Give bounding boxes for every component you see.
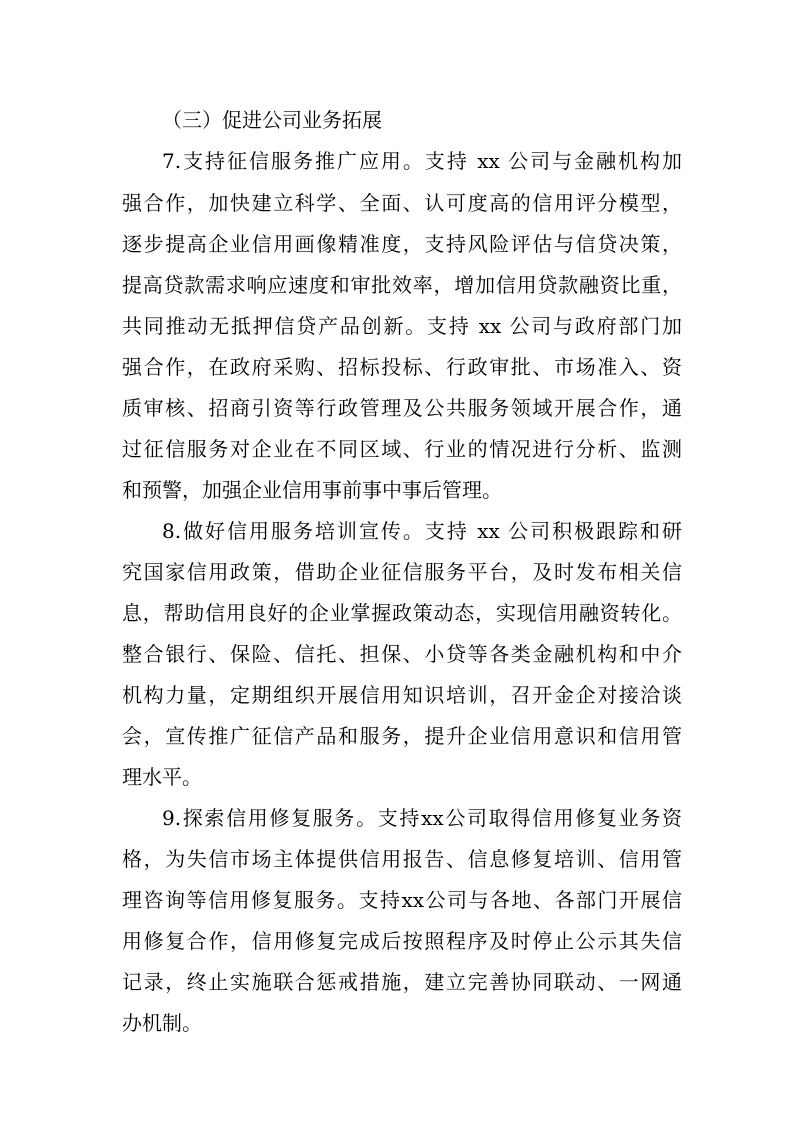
paragraph-7-line-9: 和预警，加强企业信用事前事中事后管理。 — [122, 478, 502, 502]
paragraph-9-line-3: 理咨询等信用修复服务。支持xx公司与各地、各部门开展信 — [122, 888, 682, 912]
paragraph-8-line-1: 8.做好信用服务培训宣传。支持 xx 公司积极跟踪和研 — [162, 519, 682, 543]
paragraph-8-line-7: 理水平。 — [122, 765, 202, 789]
paragraph-9-line-2: 格，为失信市场主体提供信用报告、信息修复培训、信用管 — [122, 847, 682, 871]
paragraph-9-line-5: 记录，终止实施联合惩戒措施，建立完善协同联动、一网通 — [122, 970, 682, 994]
paragraph-8-line-4: 整合银行、保险、信托、担保、小贷等各类金融机构和中介 — [122, 642, 682, 666]
section-heading: （三）促进公司业务拓展 — [162, 108, 382, 132]
paragraph-7-line-8: 过征信服务对企业在不同区域、行业的情况进行分析、监测 — [122, 437, 682, 461]
paragraph-7-line-3: 逐步提高企业信用画像精准度，支持风险评估与信贷决策， — [122, 232, 682, 256]
paragraph-7-line-2: 强合作，加快建立科学、全面、认可度高的信用评分模型， — [122, 191, 682, 215]
paragraph-8-line-3: 息，帮助信用良好的企业掌握政策动态，实现信用融资转化。 — [122, 601, 682, 625]
paragraph-7-line-6: 强合作，在政府采购、招标投标、行政审批、市场准入、资 — [122, 355, 682, 379]
paragraph-7-line-5: 共同推动无抵押信贷产品创新。支持 xx 公司与政府部门加 — [122, 314, 682, 338]
paragraph-9-line-6: 办机制。 — [122, 1011, 202, 1035]
paragraph-7-line-1: 7.支持征信服务推广应用。支持 xx 公司与金融机构加 — [162, 149, 682, 173]
paragraph-8-line-2: 究国家信用政策，借助企业征信服务平台，及时发布相关信 — [122, 560, 682, 584]
paragraph-8-line-5: 机构力量，定期组织开展信用知识培训，召开金企对接洽谈 — [122, 683, 682, 707]
paragraph-7-line-4: 提高贷款需求响应速度和审批效率，增加信用贷款融资比重， — [122, 273, 682, 297]
paragraph-8-line-6: 会，宣传推广征信产品和服务，提升企业信用意识和信用管 — [122, 724, 682, 748]
paragraph-9-line-4: 用修复合作，信用修复完成后按照程序及时停止公示其失信 — [122, 929, 682, 953]
paragraph-9-line-1: 9.探索信用修复服务。支持xx公司取得信用修复业务资 — [162, 806, 682, 830]
paragraph-7-line-7: 质审核、招商引资等行政管理及公共服务领域开展合作，通 — [122, 396, 682, 420]
